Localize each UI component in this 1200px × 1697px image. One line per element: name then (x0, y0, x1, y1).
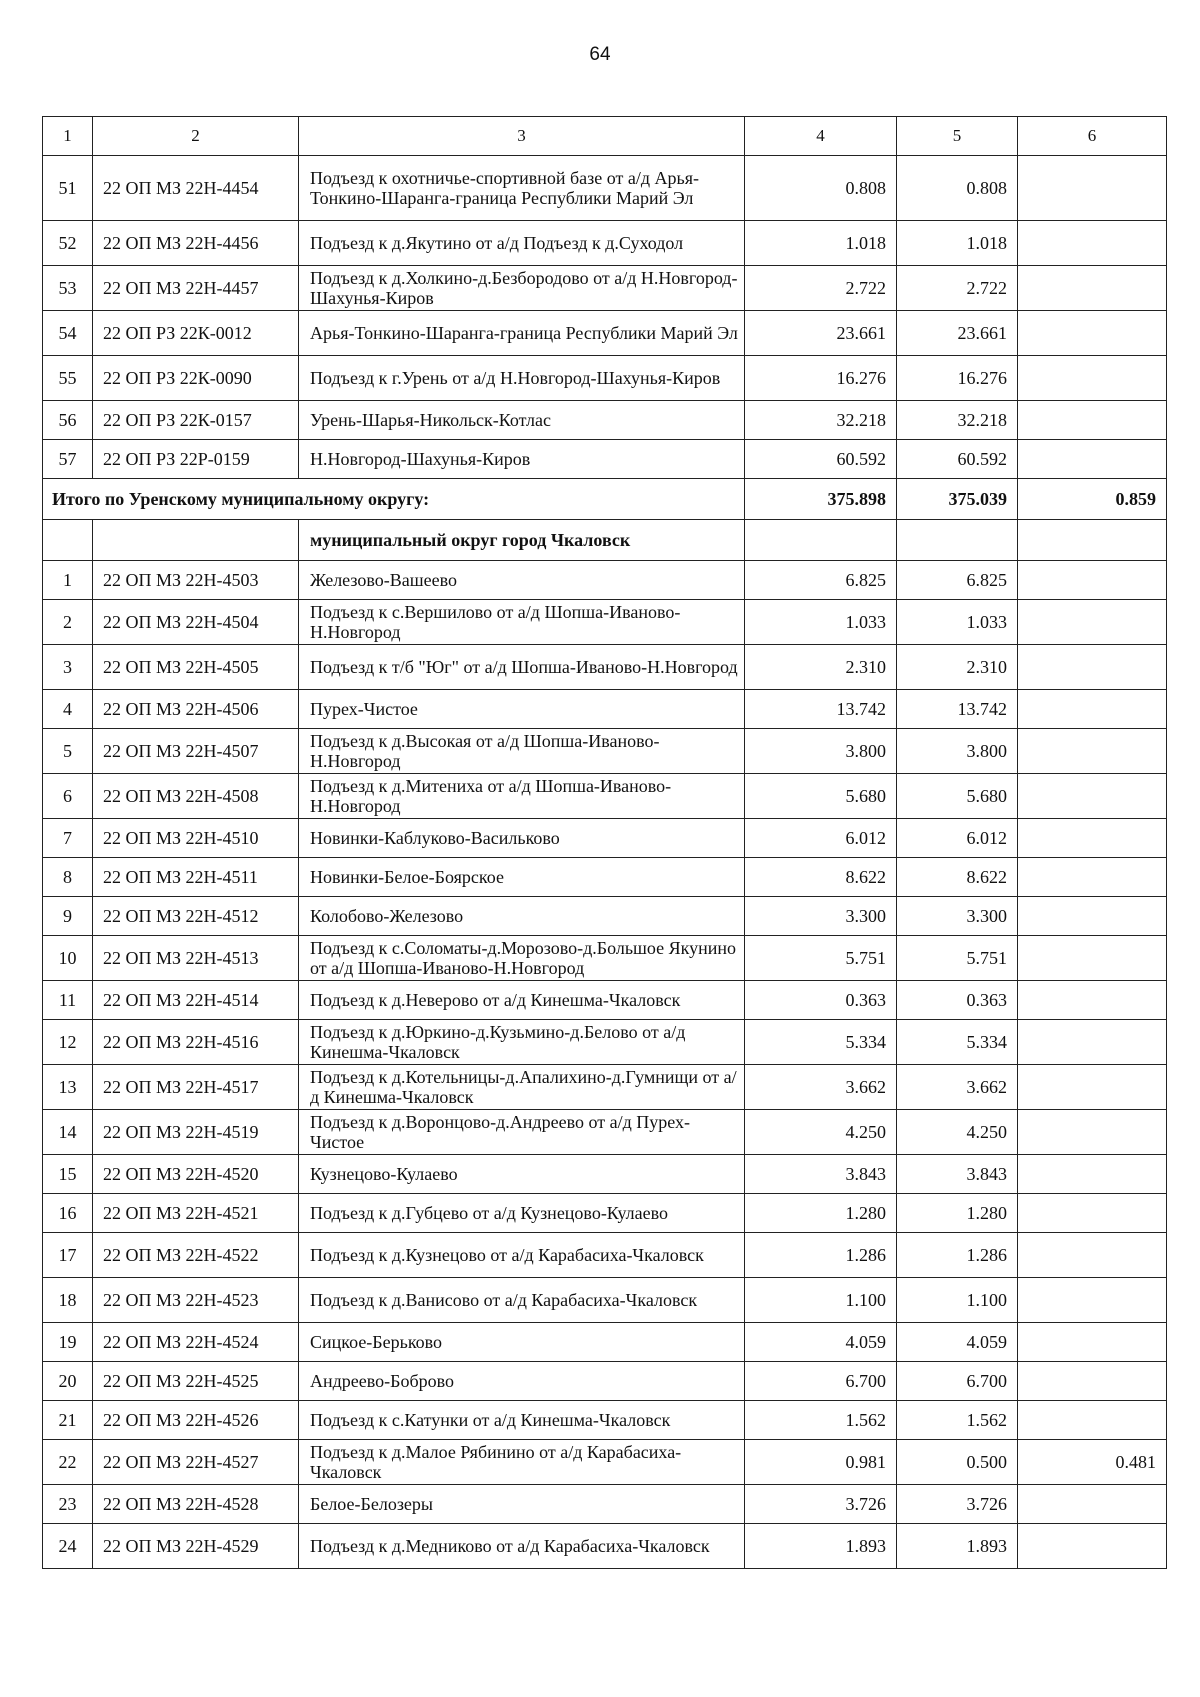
value-col-6 (1018, 600, 1167, 645)
value-col-6 (1018, 401, 1167, 440)
value-col-5: 6.700 (897, 1362, 1018, 1401)
road-name: Подъезд к д.Котельницы-д.Апалихино-д.Гумнищи от а/д Кинешма-Чкаловск (299, 1065, 745, 1110)
table-row (43, 1401, 1167, 1440)
table-row (43, 1020, 1167, 1065)
table-row (43, 561, 1167, 600)
road-code: 22 ОП МЗ 22Н-4508 (93, 774, 299, 819)
value-col-6 (1018, 561, 1167, 600)
value-col-5: 3.843 (897, 1155, 1018, 1194)
road-name: Подъезд к д.Якутино от а/д Подъезд к д.Суходол (299, 221, 745, 266)
value-col-6 (1018, 356, 1167, 401)
table-body-uren (43, 156, 1167, 479)
value-col-4: 5.334 (745, 1020, 897, 1065)
row-number: 21 (43, 1401, 93, 1440)
table-row (43, 1323, 1167, 1362)
value-col-4: 0.363 (745, 981, 897, 1020)
total-value-4: 375.898 (745, 479, 897, 520)
value-col-4: 16.276 (745, 356, 897, 401)
road-name: Сицкое-Берьково (299, 1323, 745, 1362)
table-row (43, 936, 1167, 981)
value-col-4: 3.843 (745, 1155, 897, 1194)
road-code: 22 ОП МЗ 22Н-4522 (93, 1233, 299, 1278)
value-col-5: 6.012 (897, 819, 1018, 858)
road-code: 22 ОП МЗ 22Н-4517 (93, 1065, 299, 1110)
value-col-6 (1018, 1323, 1167, 1362)
table-row (43, 1485, 1167, 1524)
road-name: Подъезд к д.Митениха от а/д Шопша-Иваново-Н.Новгород (299, 774, 745, 819)
empty-cell (1018, 520, 1167, 561)
value-col-5: 2.310 (897, 645, 1018, 690)
road-code: 22 ОП МЗ 22Н-4526 (93, 1401, 299, 1440)
row-number: 12 (43, 1020, 93, 1065)
road-code: 22 ОП МЗ 22Н-4529 (93, 1524, 299, 1569)
road-name: Кузнецово-Кулаево (299, 1155, 745, 1194)
value-col-4: 32.218 (745, 401, 897, 440)
value-col-5: 1.562 (897, 1401, 1018, 1440)
road-name: Железово-Вашеево (299, 561, 745, 600)
road-code: 22 ОП МЗ 22Н-4506 (93, 690, 299, 729)
road-name: Подъезд к д.Кузнецово от а/д Карабасиха-Чкаловск (299, 1233, 745, 1278)
value-col-5: 3.300 (897, 897, 1018, 936)
road-name: Подъезд к д.Воронцово-д.Андреево от а/д Пурех-Чистое (299, 1110, 745, 1155)
value-col-6 (1018, 1362, 1167, 1401)
value-col-4: 1.100 (745, 1278, 897, 1323)
page-number: 64 (589, 44, 611, 65)
value-col-5: 1.018 (897, 221, 1018, 266)
value-col-4: 1.280 (745, 1194, 897, 1233)
table-row (43, 1110, 1167, 1155)
row-number: 10 (43, 936, 93, 981)
row-number: 1 (43, 561, 93, 600)
table-row (43, 1065, 1167, 1110)
section-header-row (43, 520, 1167, 561)
road-code: 22 ОП МЗ 22Н-4520 (93, 1155, 299, 1194)
value-col-6 (1018, 645, 1167, 690)
road-name: Подъезд к д.Медниково от а/д Карабасиха-Чкаловск (299, 1524, 745, 1569)
value-col-6 (1018, 440, 1167, 479)
row-number: 14 (43, 1110, 93, 1155)
road-code: 22 ОП МЗ 22Н-4456 (93, 221, 299, 266)
road-name: Подъезд к д.Высокая от а/д Шопша-Иваново-Н.Новгород (299, 729, 745, 774)
road-name: Белое-Белозеры (299, 1485, 745, 1524)
row-number: 57 (43, 440, 93, 479)
column-header: 4 (745, 117, 897, 156)
value-col-4: 3.800 (745, 729, 897, 774)
road-name: Подъезд к т/б "Юг" от а/д Шопша-Иваново-Н.Новгород (299, 645, 745, 690)
value-col-6 (1018, 936, 1167, 981)
table-row (43, 645, 1167, 690)
row-number: 52 (43, 221, 93, 266)
row-number: 23 (43, 1485, 93, 1524)
road-code: 22 ОП МЗ 22Н-4512 (93, 897, 299, 936)
road-name: Подъезд к г.Урень от а/д Н.Новгород-Шахунья-Киров (299, 356, 745, 401)
table-row (43, 221, 1167, 266)
value-col-4: 4.059 (745, 1323, 897, 1362)
value-col-4: 13.742 (745, 690, 897, 729)
road-code: 22 ОП МЗ 22Н-4519 (93, 1110, 299, 1155)
value-col-6 (1018, 156, 1167, 221)
table-row (43, 311, 1167, 356)
value-col-5: 0.363 (897, 981, 1018, 1020)
road-code: 22 ОП МЗ 22Н-4523 (93, 1278, 299, 1323)
value-col-4: 4.250 (745, 1110, 897, 1155)
table-row (43, 266, 1167, 311)
table-row (43, 858, 1167, 897)
table-row (43, 600, 1167, 645)
road-name: Подъезд к д.Юркино-д.Кузьмино-д.Белово от а/д Кинешма-Чкаловск (299, 1020, 745, 1065)
road-name: Колобово-Железово (299, 897, 745, 936)
value-col-6 (1018, 221, 1167, 266)
row-number: 4 (43, 690, 93, 729)
table-row (43, 897, 1167, 936)
table-body-chkalovsk (43, 561, 1167, 1569)
road-name: Н.Новгород-Шахунья-Киров (299, 440, 745, 479)
road-name: Подъезд к охотничье-спортивной базе от а/д Арья-Тонкино-Шаранга-граница Республики Марий Эл (299, 156, 745, 221)
value-col-4: 2.722 (745, 266, 897, 311)
value-col-6 (1018, 774, 1167, 819)
table-row (43, 819, 1167, 858)
table-row (43, 1155, 1167, 1194)
table-row (43, 440, 1167, 479)
value-col-4: 1.033 (745, 600, 897, 645)
road-code: 22 ОП МЗ 22Н-4507 (93, 729, 299, 774)
value-col-5: 3.662 (897, 1065, 1018, 1110)
value-col-5: 1.033 (897, 600, 1018, 645)
empty-cell (43, 520, 93, 561)
value-col-5: 1.100 (897, 1278, 1018, 1323)
value-col-5: 5.751 (897, 936, 1018, 981)
road-code: 22 ОП МЗ 22Н-4521 (93, 1194, 299, 1233)
road-name: Новинки-Белое-Боярское (299, 858, 745, 897)
road-code: 22 ОП РЗ 22К-0090 (93, 356, 299, 401)
value-col-4: 5.680 (745, 774, 897, 819)
row-number: 13 (43, 1065, 93, 1110)
road-name: Подъезд к д.Губцево от а/д Кузнецово-Кулаево (299, 1194, 745, 1233)
row-number: 9 (43, 897, 93, 936)
road-name: Андреево-Боброво (299, 1362, 745, 1401)
value-col-4: 1.893 (745, 1524, 897, 1569)
value-col-6 (1018, 858, 1167, 897)
row-number: 56 (43, 401, 93, 440)
column-number-row (43, 117, 1167, 156)
value-col-5: 32.218 (897, 401, 1018, 440)
column-header: 1 (43, 117, 93, 156)
row-number: 11 (43, 981, 93, 1020)
road-code: 22 ОП РЗ 22К-0157 (93, 401, 299, 440)
column-header: 6 (1018, 117, 1167, 156)
row-number: 15 (43, 1155, 93, 1194)
value-col-5: 16.276 (897, 356, 1018, 401)
empty-cell (897, 520, 1018, 561)
value-col-6 (1018, 1278, 1167, 1323)
empty-cell (93, 520, 299, 561)
value-col-5: 13.742 (897, 690, 1018, 729)
value-col-4: 3.726 (745, 1485, 897, 1524)
value-col-6 (1018, 1194, 1167, 1233)
row-number: 22 (43, 1440, 93, 1485)
roads-table (42, 116, 1167, 1569)
row-number: 24 (43, 1524, 93, 1569)
value-col-6 (1018, 897, 1167, 936)
road-code: 22 ОП МЗ 22Н-4503 (93, 561, 299, 600)
row-number: 7 (43, 819, 93, 858)
row-number: 20 (43, 1362, 93, 1401)
value-col-6 (1018, 981, 1167, 1020)
table-row (43, 1194, 1167, 1233)
column-header: 3 (299, 117, 745, 156)
row-number: 51 (43, 156, 93, 221)
value-col-5: 0.808 (897, 156, 1018, 221)
value-col-5: 1.280 (897, 1194, 1018, 1233)
road-name: Пурех-Чистое (299, 690, 745, 729)
value-col-6 (1018, 690, 1167, 729)
value-col-4: 60.592 (745, 440, 897, 479)
table-row (43, 356, 1167, 401)
total-label: Итого по Уренскому муниципальному округу: (43, 479, 745, 520)
table-row (43, 1233, 1167, 1278)
row-number: 55 (43, 356, 93, 401)
value-col-5: 4.059 (897, 1323, 1018, 1362)
road-name: Подъезд к д.Малое Рябинино от а/д Карабасиха-Чкаловск (299, 1440, 745, 1485)
row-number: 17 (43, 1233, 93, 1278)
value-col-6 (1018, 1065, 1167, 1110)
row-number: 6 (43, 774, 93, 819)
row-number: 19 (43, 1323, 93, 1362)
table-row (43, 690, 1167, 729)
road-code: 22 ОП МЗ 22Н-4510 (93, 819, 299, 858)
table-row (43, 1278, 1167, 1323)
table-row (43, 981, 1167, 1020)
row-number: 5 (43, 729, 93, 774)
value-col-4: 0.808 (745, 156, 897, 221)
row-number: 3 (43, 645, 93, 690)
value-col-6 (1018, 1020, 1167, 1065)
value-col-5: 23.661 (897, 311, 1018, 356)
total-row (43, 479, 1167, 520)
value-col-5: 5.680 (897, 774, 1018, 819)
road-name: Новинки-Каблуково-Васильково (299, 819, 745, 858)
table-row (43, 774, 1167, 819)
table-row (43, 1362, 1167, 1401)
total-value-5: 375.039 (897, 479, 1018, 520)
value-col-5: 3.800 (897, 729, 1018, 774)
value-col-4: 8.622 (745, 858, 897, 897)
value-col-4: 6.012 (745, 819, 897, 858)
table-row (43, 156, 1167, 221)
value-col-5: 2.722 (897, 266, 1018, 311)
value-col-6 (1018, 1233, 1167, 1278)
value-col-5: 0.500 (897, 1440, 1018, 1485)
value-col-4: 0.981 (745, 1440, 897, 1485)
value-col-5: 60.592 (897, 440, 1018, 479)
value-col-6 (1018, 1401, 1167, 1440)
road-code: 22 ОП МЗ 22Н-4524 (93, 1323, 299, 1362)
road-name: Подъезд к д.Холкино-д.Безбородово от а/д Н.Новгород-Шахунья-Киров (299, 266, 745, 311)
value-col-4: 23.661 (745, 311, 897, 356)
table-row (43, 1440, 1167, 1485)
road-name: Урень-Шарья-Никольск-Котлас (299, 401, 745, 440)
empty-cell (745, 520, 897, 561)
value-col-5: 5.334 (897, 1020, 1018, 1065)
road-code: 22 ОП МЗ 22Н-4525 (93, 1362, 299, 1401)
road-code: 22 ОП РЗ 22К-0012 (93, 311, 299, 356)
road-name: Подъезд к с.Катунки от а/д Кинешма-Чкаловск (299, 1401, 745, 1440)
road-code: 22 ОП МЗ 22Н-4454 (93, 156, 299, 221)
value-col-4: 5.751 (745, 936, 897, 981)
value-col-4: 3.300 (745, 897, 897, 936)
value-col-4: 2.310 (745, 645, 897, 690)
road-name: Подъезд к д.Неверово от а/д Кинешма-Чкаловск (299, 981, 745, 1020)
value-col-5: 6.825 (897, 561, 1018, 600)
value-col-4: 1.562 (745, 1401, 897, 1440)
road-code: 22 ОП МЗ 22Н-4511 (93, 858, 299, 897)
section-title: муниципальный округ город Чкаловск (299, 520, 745, 561)
road-code: 22 ОП МЗ 22Н-4505 (93, 645, 299, 690)
row-number: 16 (43, 1194, 93, 1233)
value-col-4: 3.662 (745, 1065, 897, 1110)
road-code: 22 ОП МЗ 22Н-4527 (93, 1440, 299, 1485)
value-col-4: 1.018 (745, 221, 897, 266)
value-col-4: 6.825 (745, 561, 897, 600)
road-code: 22 ОП МЗ 22Н-4528 (93, 1485, 299, 1524)
road-code: 22 ОП РЗ 22Р-0159 (93, 440, 299, 479)
value-col-6: 0.481 (1018, 1440, 1167, 1485)
value-col-4: 6.700 (745, 1362, 897, 1401)
row-number: 53 (43, 266, 93, 311)
road-name: Арья-Тонкино-Шаранга-граница Республики Марий Эл (299, 311, 745, 356)
road-name: Подъезд к с.Соломаты-д.Морозово-д.Большое Якунино от а/д Шопша-Иваново-Н.Новгород (299, 936, 745, 981)
value-col-6 (1018, 729, 1167, 774)
value-col-5: 8.622 (897, 858, 1018, 897)
value-col-5: 4.250 (897, 1110, 1018, 1155)
value-col-6 (1018, 1524, 1167, 1569)
row-number: 8 (43, 858, 93, 897)
table-row (43, 401, 1167, 440)
row-number: 54 (43, 311, 93, 356)
road-name: Подъезд к с.Вершилово от а/д Шопша-Иваново-Н.Новгород (299, 600, 745, 645)
column-header: 5 (897, 117, 1018, 156)
value-col-5: 1.893 (897, 1524, 1018, 1569)
row-number: 2 (43, 600, 93, 645)
road-code: 22 ОП МЗ 22Н-4504 (93, 600, 299, 645)
table-row (43, 729, 1167, 774)
table-row (43, 1524, 1167, 1569)
road-code: 22 ОП МЗ 22Н-4514 (93, 981, 299, 1020)
road-code: 22 ОП МЗ 22Н-4516 (93, 1020, 299, 1065)
value-col-6 (1018, 819, 1167, 858)
value-col-5: 3.726 (897, 1485, 1018, 1524)
road-code: 22 ОП МЗ 22Н-4513 (93, 936, 299, 981)
value-col-6 (1018, 1110, 1167, 1155)
total-section (43, 479, 1167, 561)
total-value-6: 0.859 (1018, 479, 1167, 520)
column-header: 2 (93, 117, 299, 156)
value-col-4: 1.286 (745, 1233, 897, 1278)
value-col-6 (1018, 1485, 1167, 1524)
value-col-6 (1018, 1155, 1167, 1194)
row-number: 18 (43, 1278, 93, 1323)
value-col-6 (1018, 311, 1167, 356)
value-col-5: 1.286 (897, 1233, 1018, 1278)
value-col-6 (1018, 266, 1167, 311)
road-code: 22 ОП МЗ 22Н-4457 (93, 266, 299, 311)
road-name: Подъезд к д.Ванисово от а/д Карабасиха-Чкаловск (299, 1278, 745, 1323)
